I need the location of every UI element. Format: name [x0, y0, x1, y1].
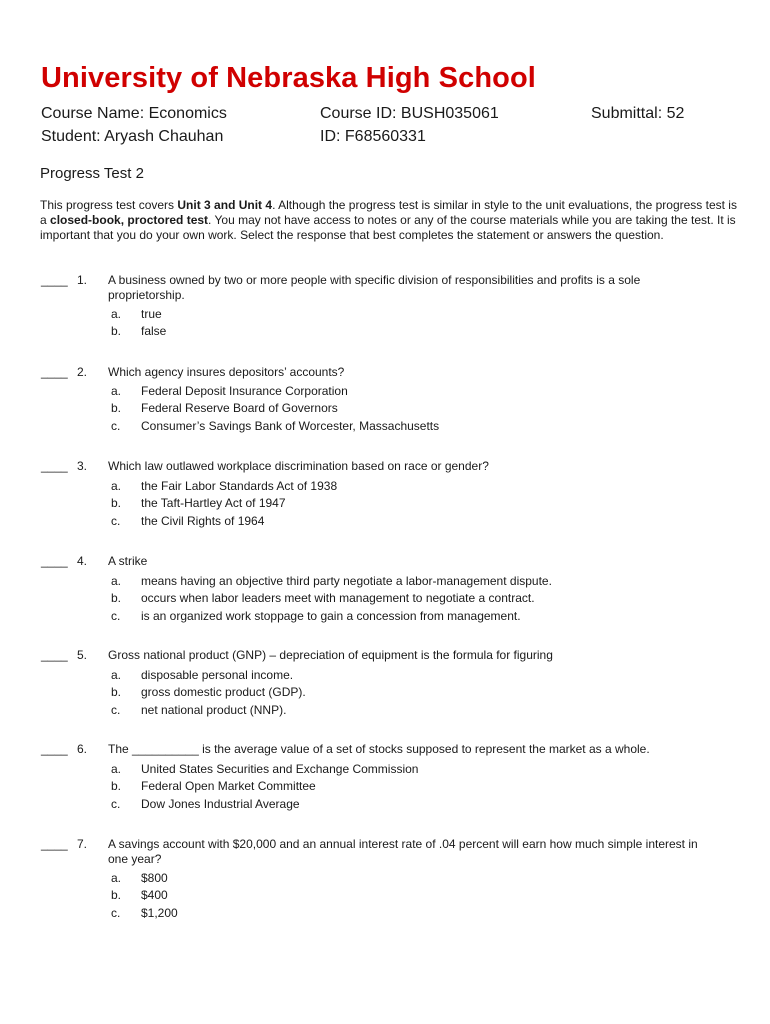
option-text: the Fair Labor Standards Act of 1938 — [141, 479, 338, 493]
option-letter: b. — [111, 888, 122, 902]
student-id: ID: F68560331 — [320, 128, 426, 145]
option-letter: a. — [111, 871, 122, 885]
question-number: 7. — [77, 837, 88, 851]
option-text: $800 — [141, 871, 168, 885]
option-text: the Civil Rights of 1964 — [141, 514, 265, 528]
option-letter: b. — [111, 401, 122, 415]
option-a — [0, 574, 770, 591]
question-number: 4. — [77, 554, 88, 568]
option-b — [0, 324, 770, 341]
option-text: $1,200 — [141, 906, 178, 920]
option-text: net national product (NNP). — [141, 703, 287, 717]
option-c — [0, 703, 770, 720]
test-title: Progress Test 2 — [40, 165, 144, 182]
answer-blank: ____ — [41, 459, 68, 473]
option-text: United States Securities and Exchange Commission — [141, 762, 419, 776]
question-number: 5. — [77, 648, 88, 662]
option-letter: a. — [111, 384, 122, 398]
option-c — [0, 419, 770, 436]
option-text: Consumer’s Savings Bank of Worcester, Massachusetts — [141, 419, 440, 433]
option-letter: a. — [111, 668, 122, 682]
option-letter: b. — [111, 496, 122, 510]
answer-blank: ____ — [41, 648, 68, 662]
option-text: is an organized work stoppage to gain a concession from management. — [141, 609, 521, 623]
option-letter: a. — [111, 479, 122, 493]
option-text: Federal Deposit Insurance Corporation — [141, 384, 348, 398]
option-c — [0, 906, 770, 923]
option-letter: c. — [111, 703, 121, 717]
option-letter: c. — [111, 419, 121, 433]
option-a — [0, 871, 770, 888]
option-text: $400 — [141, 888, 168, 902]
course-id: Course ID: BUSH035061 — [320, 105, 499, 122]
intro-units: Unit 3 and Unit 4 — [177, 198, 273, 212]
option-text: occurs when labor leaders meet with management to negotiate a contract. — [141, 591, 535, 605]
option-b — [0, 401, 770, 418]
option-letter: c. — [111, 514, 121, 528]
intro-text-2: . Although the progress test is similar in style to the unit evaluations, the progress test is a — [40, 198, 737, 227]
option-b — [0, 888, 770, 905]
question-text: A savings account with $20,000 and an annual interest rate of .04 percent will earn how much simple interest in one year? — [108, 837, 698, 866]
intro-text-1: This progress test covers — [40, 198, 178, 212]
option-letter: b. — [111, 685, 122, 699]
option-letter: a. — [111, 307, 122, 321]
option-b — [0, 685, 770, 702]
intro-text-3: . You may not have access to notes or any of the course materials while you are taking the test. It is important that you do your own work. Select the response that best completes the statement or answers the question. — [40, 213, 736, 242]
option-b — [0, 779, 770, 796]
option-text: Federal Open Market Committee — [141, 779, 316, 793]
question-number: 1. — [77, 273, 88, 287]
option-a — [0, 307, 770, 324]
school-title: University of Nebraska High School — [41, 62, 536, 94]
option-text: true — [141, 307, 162, 321]
question-number: 6. — [77, 742, 88, 756]
question-text: The __________ is the average value of a set of stocks supposed to represent the market as a whole. — [108, 742, 650, 756]
question-number: 3. — [77, 459, 88, 473]
submittal: Submittal: 52 — [591, 105, 685, 122]
question-text: A strike — [108, 554, 148, 568]
option-letter: c. — [111, 609, 121, 623]
option-a — [0, 668, 770, 685]
option-a — [0, 479, 770, 496]
option-text: false — [141, 324, 167, 338]
option-text: means having an objective third party negotiate a labor-management dispute. — [141, 574, 552, 588]
option-a — [0, 762, 770, 779]
option-text: the Taft-Hartley Act of 1947 — [141, 496, 286, 510]
test-instructions — [40, 198, 740, 243]
answer-blank: ____ — [41, 365, 68, 379]
answer-blank: ____ — [41, 837, 68, 851]
option-text: Dow Jones Industrial Average — [141, 797, 300, 811]
option-text: disposable personal income. — [141, 668, 294, 682]
option-a — [0, 384, 770, 401]
answer-blank: ____ — [41, 273, 68, 287]
course-name: Course Name: Economics — [41, 105, 227, 122]
option-text: Federal Reserve Board of Governors — [141, 401, 338, 415]
intro-closed-book: closed-book, proctored test — [50, 213, 209, 227]
option-letter: c. — [111, 797, 121, 811]
option-b — [0, 591, 770, 608]
option-letter: c. — [111, 906, 121, 920]
option-letter: a. — [111, 574, 122, 588]
option-text: gross domestic product (GDP). — [141, 685, 306, 699]
option-letter: b. — [111, 591, 122, 605]
question-number: 2. — [77, 365, 88, 379]
option-c — [0, 514, 770, 531]
option-letter: a. — [111, 762, 122, 776]
option-b — [0, 496, 770, 513]
question-text: Gross national product (GNP) – depreciation of equipment is the formula for figuring — [108, 648, 553, 662]
answer-blank: ____ — [41, 554, 68, 568]
option-letter: b. — [111, 779, 122, 793]
option-letter: b. — [111, 324, 122, 338]
option-c — [0, 609, 770, 626]
option-c — [0, 797, 770, 814]
question-text: Which law outlawed workplace discrimination based on race or gender? — [108, 459, 489, 473]
student-name: Student: Aryash Chauhan — [41, 128, 224, 145]
answer-blank: ____ — [41, 742, 68, 756]
question-text: Which agency insures depositors’ accounts? — [108, 365, 345, 379]
question-text: A business owned by two or more people with specific division of responsibilities and profits is a sole proprietorship. — [108, 273, 641, 302]
